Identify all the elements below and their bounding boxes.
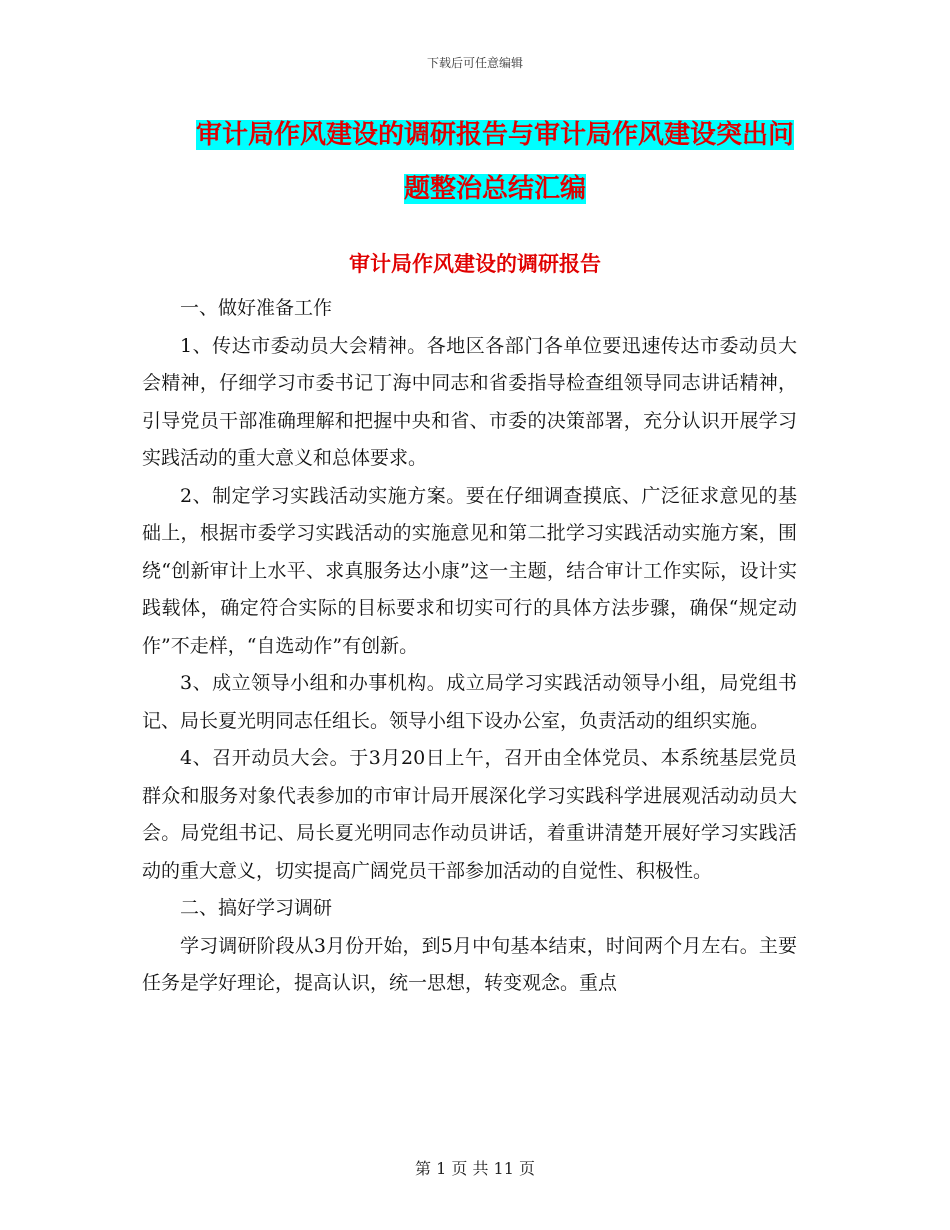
paragraph: 3、成立领导小组和办事机构。成立局学习实践活动领导小组，局党组书记、局长夏光明同志任组长。领导小组下设办公室，负责活动的组织实施。 — [142, 672, 797, 732]
paragraph: 2、制定学习实践活动实施方案。要在仔细调查摸底、广泛征求意见的基础上，根据市委学习实践活动的实施意见和第二批学习实践活动实施方案，围绕“创新审计上水平、求真服务达小康”这一主题，结合审计工作实际，设计实践载体，确定符合实际的目标要求和切实可行的具体方法步骤，确保“规定动作”不走样，“自选动作”有创新。 — [142, 484, 797, 657]
document-title-line-2: 题整治总结汇编 — [403, 174, 586, 204]
document-title-line-1: 审计局作风建设的调研报告与审计局作风建设突出问 — [195, 120, 794, 150]
paragraph: 4、召开动员大会。于3月20日上午，召开由全体党员、本系统基层党员群众和服务对象代表参加的市审计局开展深化学习实践科学进展观活动动员大会。局党组书记、局长夏光明同志作动员讲话，着重讲清楚开展好学习实践活动的重大意义，切实提高广阔党员干部参加活动的自觉性、积极性。 — [142, 747, 797, 882]
document-title — [180, 108, 810, 216]
section-title: 审计局作风建设的调研报告 — [349, 252, 601, 276]
paragraph: 二、搞好学习调研 — [180, 897, 333, 919]
body-text — [142, 290, 797, 1003]
header-note: 下载后可任意编辑 — [426, 56, 523, 70]
paragraph: 一、做好准备工作 — [180, 297, 333, 319]
paragraph: 1、传达市委动员大会精神。各地区各部门各单位要迅速传达市委动员大会精神，仔细学习市委书记丁海中同志和省委指导检查组领导同志讲话精神，引导党员干部准确理解和把握中央和省、市委的决策部署，充分认识开展学习实践活动的重大意义和总体要求。 — [142, 334, 797, 469]
page-footer: 第 1 页 共 11 页 — [415, 1159, 535, 1178]
paragraph: 学习调研阶段从3月份开始，到5月中旬基本结束，时间两个月左右。主要任务是学好理论，提高认识，统一思想，转变观念。重点 — [142, 934, 797, 994]
